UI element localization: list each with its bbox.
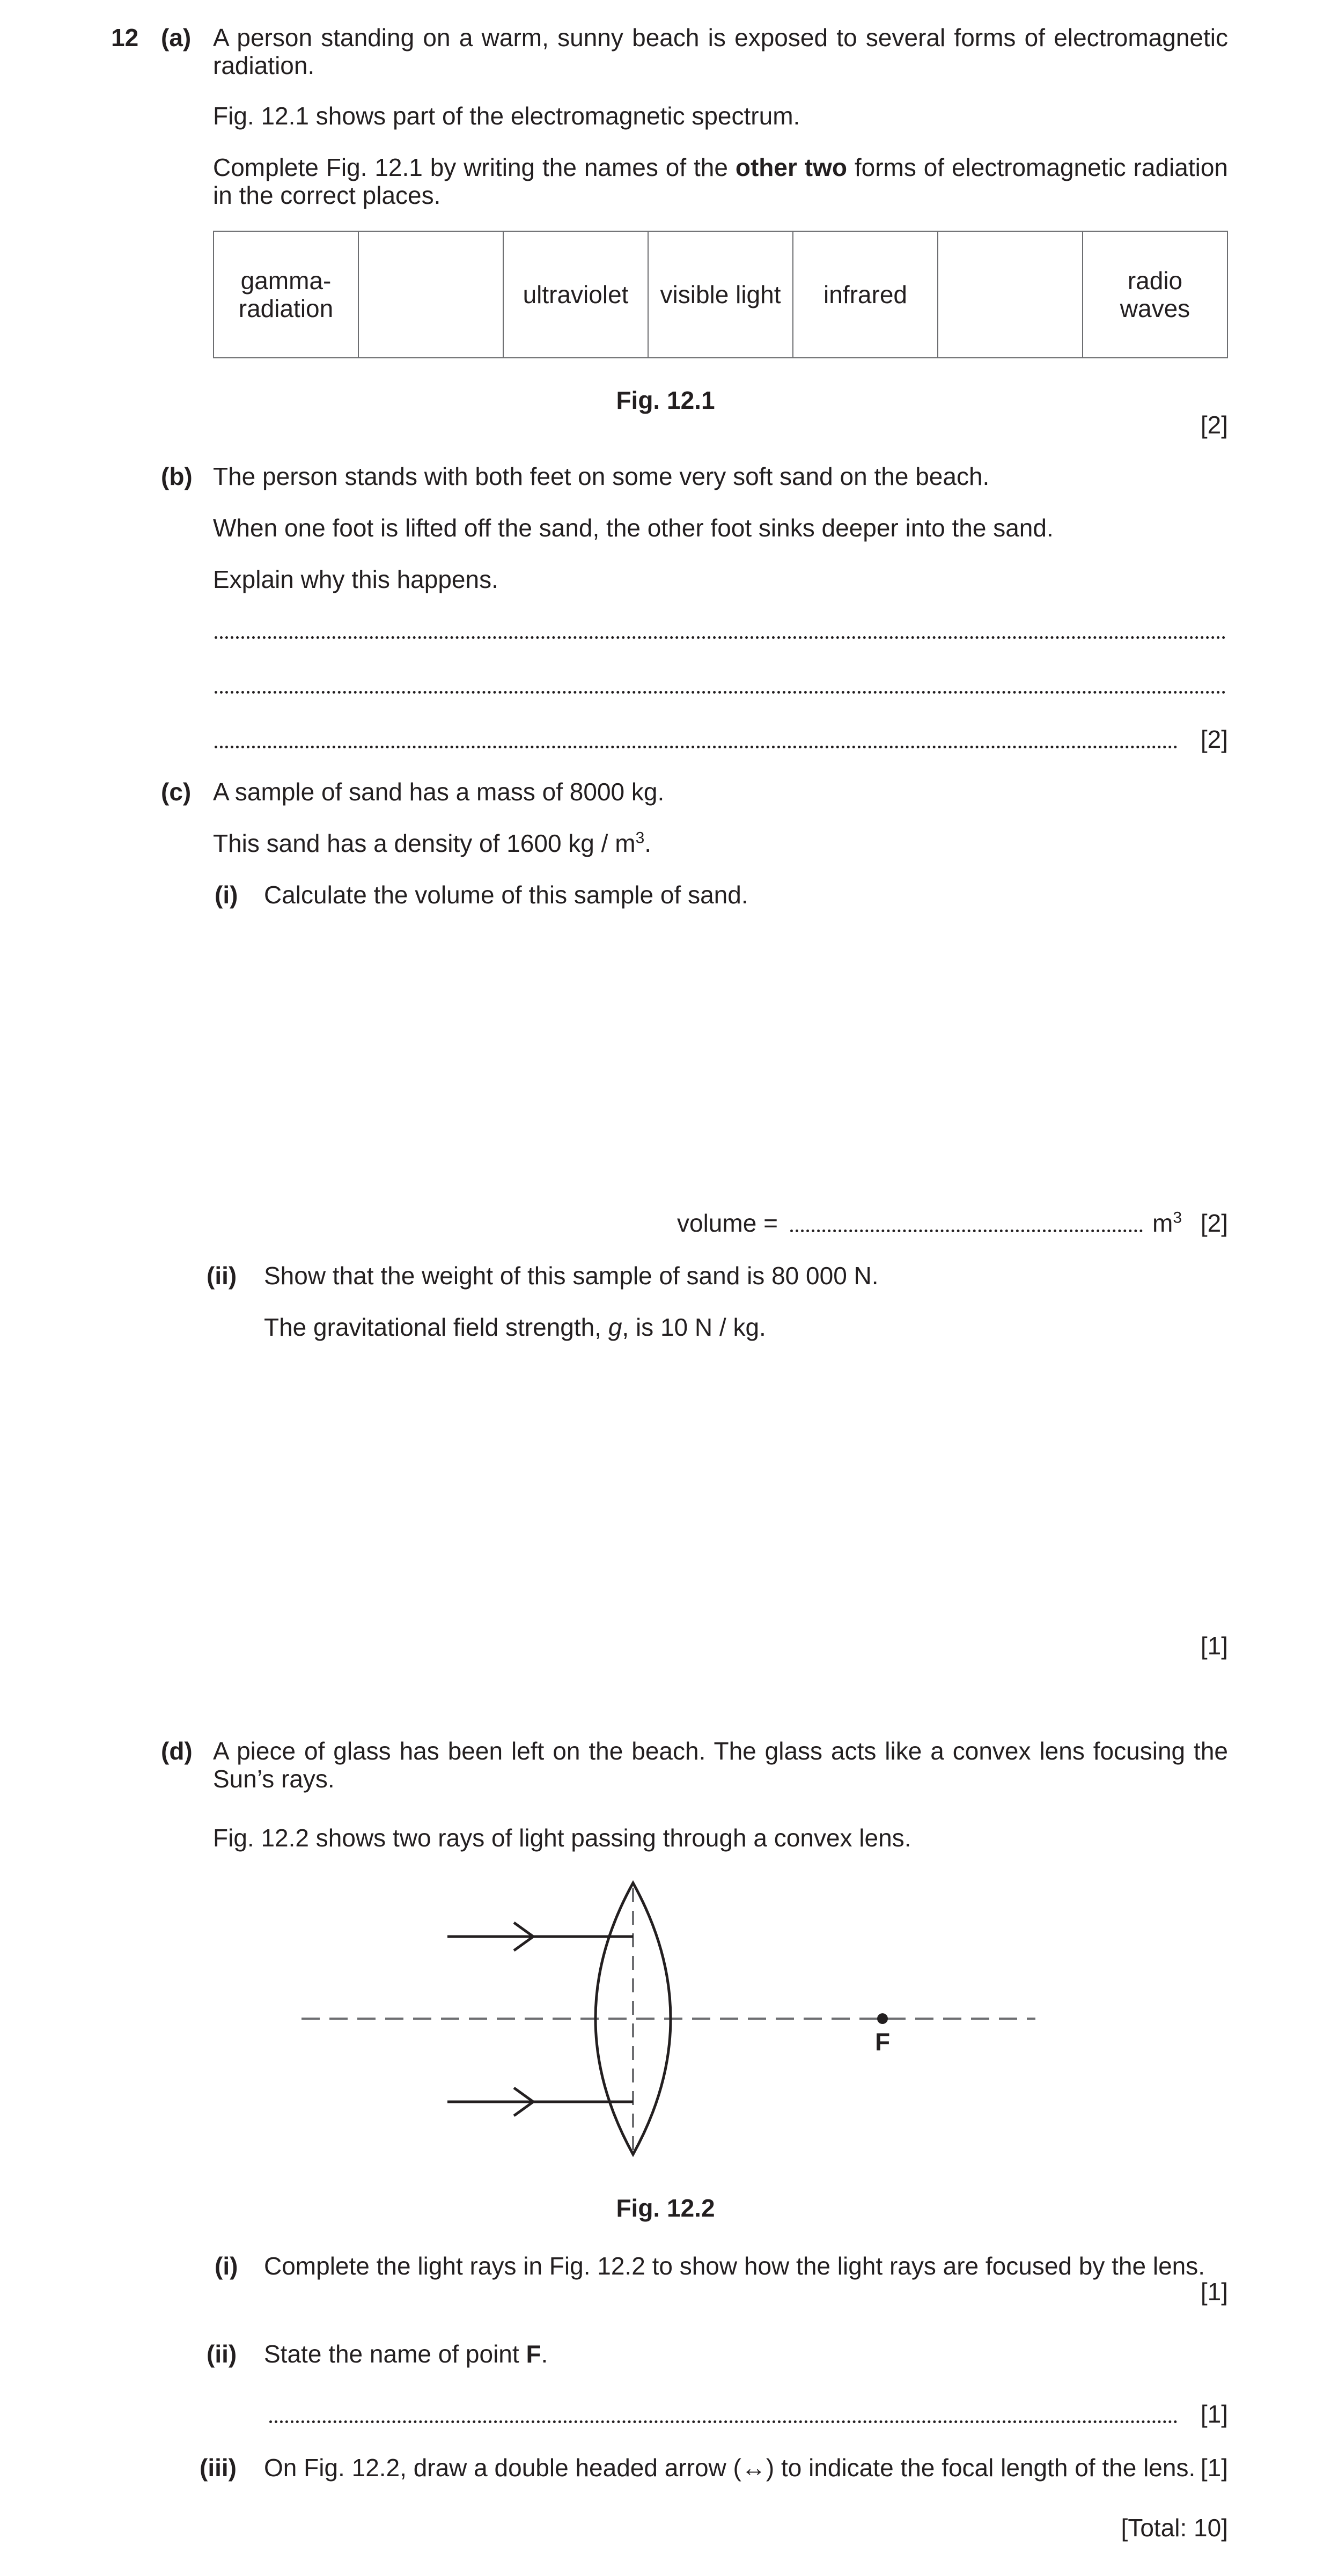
part-c-label: (c) [161,778,192,806]
answer-line-b1[interactable] [215,636,1226,639]
part-c-ii-text: Show that the weight of this sample of sand is 80 000 N. [264,1262,879,1290]
part-a-text: A person standing on a warm, sunny beach is exposed to several forms of electromagnetic radiation. [213,24,1228,79]
question-number: 12 [111,24,139,51]
spectrum-cell-ultraviolet: ultraviolet [503,231,648,358]
cell-text: radiation [238,295,334,322]
focal-point-label: F [874,2028,891,2056]
spectrum-cell-visible-light: visible light [648,231,793,358]
spectrum-cell-blank-2[interactable] [938,231,1083,358]
state-text: State the name of point [264,2340,526,2368]
spectrum-cell-gamma [214,231,358,358]
part-d-i-marks: [1] [1200,2278,1228,2306]
fig-12-2-lens-diagram[interactable] [0,1867,1331,2167]
cell-text: gamma- [240,267,332,295]
cell-text: waves [1120,295,1190,322]
part-d-label: (d) [161,1737,193,1765]
g-text-end: , is 10 N / kg. [622,1313,766,1341]
cell-text: radio [1127,267,1183,295]
part-a-label: (a) [161,24,192,51]
fig-12-1-caption: Fig. 12.1 [616,386,715,414]
part-c-i-text: Calculate the volume of this sample of sand. [264,881,748,909]
answer-line-d-ii[interactable] [269,2420,1178,2423]
answer-line-b3[interactable] [215,746,1178,748]
density-text: This sand has a density of 1600 kg / m [213,829,636,857]
spectrum-cell-blank-1[interactable] [358,231,503,358]
part-b-marks: [2] [1200,725,1228,753]
part-c-ii-label: (ii) [207,1262,237,1290]
answer-line-b2[interactable] [215,691,1226,694]
question-total: [Total: 10] [1121,2514,1228,2542]
em-spectrum-table [213,231,1228,358]
part-b-line1: The person stands with both feet on some very soft sand on the beach. [213,462,990,490]
part-d-i-text: Complete the light rays in Fig. 12.2 to show how the light rays are focused by the lens. [264,2252,1205,2280]
point-f-bold: F [526,2340,541,2368]
part-d-text: A piece of glass has been left on the beach. The glass acts like a convex lens focusing the Sun’s rays. [213,1737,1228,1793]
density-text-end: . [644,829,652,857]
density-superscript: 3 [635,829,645,847]
part-d-iii-marks: [1] [1200,2454,1228,2482]
part-d-ii-text [264,2340,548,2368]
instruction-text-end: forms of electromagnetic radiation in the correct places. [213,153,1229,209]
instruction-bold-text: other two [735,153,847,181]
g-variable: g [608,1313,622,1341]
part-c-ii-marks: [1] [1200,1632,1228,1660]
part-c-i-label: (i) [215,881,238,909]
part-d-ii-label: (ii) [207,2340,237,2368]
part-c-line1: A sample of sand has a mass of 8000 kg. [213,778,665,806]
part-b-line2: When one foot is lifted off the sand, the other foot sinks deeper into the sand. [213,514,1054,542]
focal-point-dot [877,2013,888,2024]
volume-answer-line[interactable] [790,1230,1143,1232]
part-b-line3: Explain why this happens. [213,565,498,593]
fig-12-2-intro: Fig. 12.2 shows two rays of light passing through a convex lens. [213,1824,911,1852]
unit-superscript: 3 [1173,1209,1182,1227]
part-c-i-marks: [2] [1200,1209,1228,1237]
fig-12-2-caption: Fig. 12.2 [616,2194,715,2222]
part-d-ii-marks: [1] [1200,2400,1228,2428]
fig-12-1-intro: Fig. 12.1 shows part of the electromagnetic spectrum. [213,102,800,130]
part-d-iii-label: (iii) [200,2454,237,2482]
spectrum-cell-infrared: infrared [793,231,938,358]
volume-label: volume = [677,1209,778,1237]
part-d-i-label: (i) [215,2252,238,2280]
part-c-ii-g-text [264,1313,766,1341]
part-d-iii-text: On Fig. 12.2, draw a double headed arrow (↔) to indicate the focal length of the lens. [264,2454,1196,2482]
state-text-end: . [541,2340,548,2368]
part-b-label: (b) [161,462,193,490]
g-text: The gravitational field strength, [264,1313,608,1341]
part-a-marks: [2] [1200,411,1228,439]
part-c-line2 [213,829,651,857]
unit-text: m [1152,1209,1173,1237]
spectrum-cell-radio-waves [1083,231,1227,358]
instruction-text: Complete Fig. 12.1 by writing the names of the [213,153,736,181]
part-a-instruction [213,153,1228,209]
